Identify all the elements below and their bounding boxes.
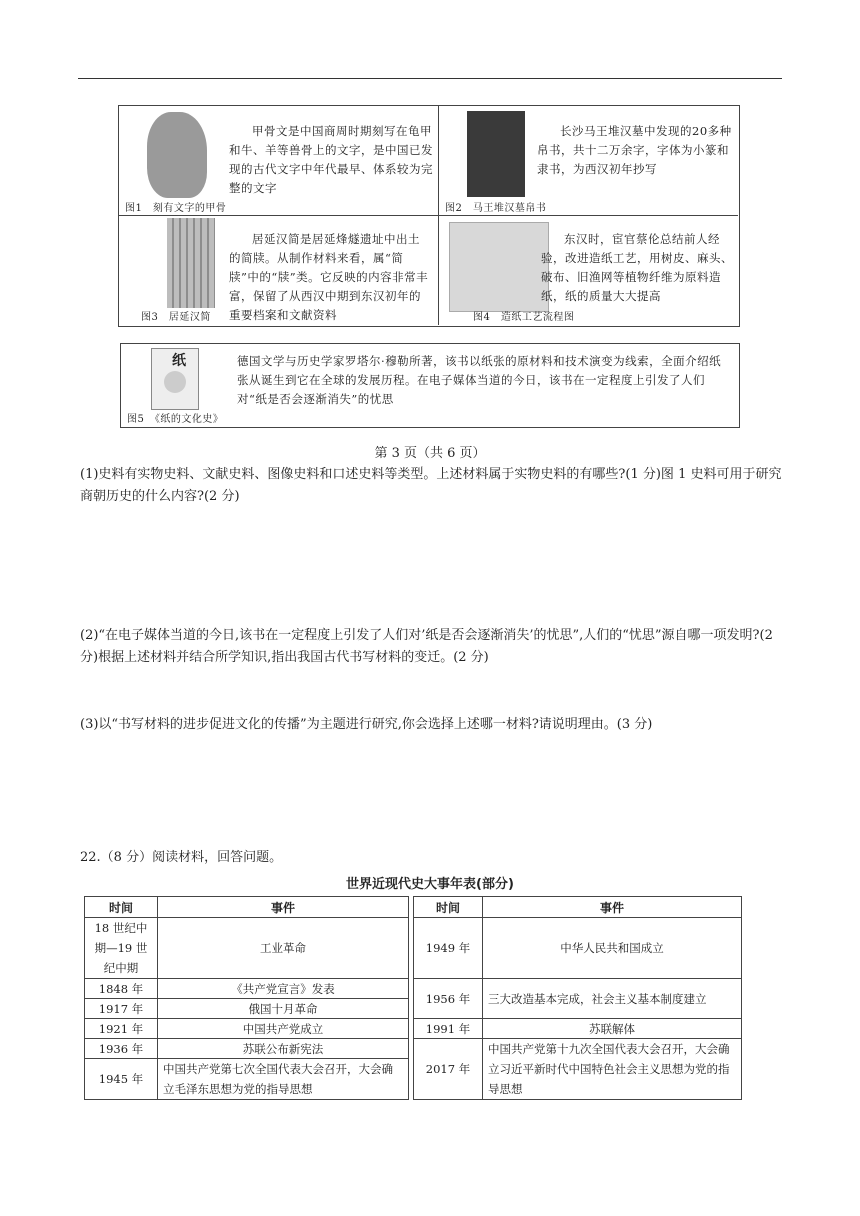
material-cell-3 — [119, 216, 439, 325]
event-cell: 工业革命 — [158, 918, 409, 979]
material-4-caption: 图4 造纸工艺流程图 — [473, 312, 575, 323]
bamboo-slips-photo-icon — [167, 218, 215, 308]
header-time-left: 时间 — [85, 897, 158, 918]
time-cell: 1945 年 — [85, 1059, 158, 1100]
event-cell: 苏联解体 — [483, 1019, 742, 1039]
header-rule — [78, 78, 782, 79]
material-1-caption: 图1 刻有文字的甲骨 — [125, 203, 227, 214]
time-cell: 2017 年 — [414, 1039, 483, 1100]
time-cell: 1991 年 — [414, 1019, 483, 1039]
time-cell: 1917 年 — [85, 999, 158, 1019]
header-event-left: 事件 — [158, 897, 409, 918]
header-event-right: 事件 — [483, 897, 742, 918]
question-22: 22.（8 分）阅读材料，回答问题。 — [80, 850, 283, 865]
material-1-text: 甲骨文是中国商周时期刻写在龟甲和牛、羊等兽骨上的文字，是中国已发现的古代文字中年代最早、体系较为完整的文字 — [229, 124, 433, 195]
timeline-table — [84, 896, 742, 1100]
material-cell-4 — [439, 216, 738, 325]
question-2: (2)“在电子媒体当道的今日,该书在一定程度上引发了人们对’纸是否会逐渐消失’的忧思”,人们的“忧思”源自哪一项发明?(2 分)根据上述材料并结合所学知识,指出我国古代书写材料的变迁。(2 分) — [80, 628, 773, 665]
table-row — [85, 1019, 742, 1039]
header-time-right: 时间 — [414, 897, 483, 918]
table-row — [85, 1039, 742, 1059]
material-2-caption: 图2 马王堆汉墓帛书 — [445, 203, 547, 214]
book-cover-title: 纸 — [172, 353, 186, 369]
time-cell: 1949 年 — [414, 918, 483, 979]
material-3-text: 居延汉简是居延烽燧遗址中出土的简牍。从制作材料来看，属“简牍”中的“牍”类。它反映的内容非常丰富，保留了从西汉中期到东汉初年的重要档案和文献资料 — [229, 232, 429, 322]
material-2-text: 长沙马王堆汉墓中发现的20多种帛书，共十二万余字，字体为小篆和隶书，为西汉初年抄写 — [537, 124, 732, 176]
event-cell: 中华人民共和国成立 — [483, 918, 742, 979]
silk-manuscript-photo-icon — [467, 111, 525, 197]
time-cell: 1848 年 — [85, 979, 158, 999]
question-3: (3)以“书写材料的进步促进文化的传播”为主题进行研究,你会选择上述哪一材料?请说明理由。(3 分) — [80, 717, 653, 732]
material-3-caption: 图3 居延汉简 — [141, 312, 211, 323]
material-4-text: 东汉时，宦官蔡伦总结前人经验，改进造纸工艺，用树皮、麻头、破布、旧渔网等植物纤维为原料造纸，纸的质量大大提高 — [541, 232, 733, 303]
material-cell-1 — [119, 106, 439, 216]
event-cell: 中国共产党第七次全国代表大会召开，大会确立毛泽东思想为党的指导思想 — [158, 1059, 409, 1100]
table-row — [85, 918, 742, 979]
material-5-caption: 图5 《纸的文化史》 — [127, 414, 224, 425]
event-cell: 中国共产党成立 — [158, 1019, 409, 1039]
table-header-row — [85, 897, 742, 918]
table-title: 世界近现代史大事年表(部分) — [346, 877, 514, 892]
event-cell: 苏联公布新宪法 — [158, 1039, 409, 1059]
page-number: 第 3 页（共 6 页） — [374, 446, 486, 461]
time-cell: 1921 年 — [85, 1019, 158, 1039]
papermaking-illustration-icon — [449, 222, 549, 312]
event-cell: 《共产党宣言》发表 — [158, 979, 409, 999]
time-cell: 18 世纪中期—19 世纪中期 — [85, 918, 158, 979]
event-cell: 三大改造基本完成，社会主义基本制度建立 — [483, 979, 742, 1019]
event-cell: 中国共产党第十九次全国代表大会召开，大会确立习近平新时代中国特色社会主义思想为党的指导思想 — [483, 1039, 742, 1100]
material-5-text: 德国文学与历史学家罗塔尔·穆勒所著，该书以纸张的原材料和技术演变为线索，全面介绍纸张从诞生到它在全球的发展历程。在电子媒体当道的今日，该书在一定程度上引发了人们对“纸是否会逐渐消失”的忧思 — [237, 354, 722, 406]
question-1: (1)史料有实物史料、文献史料、图像史料和口述史料等类型。上述材料属于实物史料的有哪些?(1 分)图 1 史料可用于研究商朝历史的什么内容?(2 分) — [80, 467, 782, 504]
oracle-bone-photo-icon — [147, 112, 207, 198]
time-cell: 1956 年 — [414, 979, 483, 1019]
time-cell: 1936 年 — [85, 1039, 158, 1059]
table-row — [85, 979, 742, 999]
materials-grid — [118, 105, 740, 327]
event-cell: 俄国十月革命 — [158, 999, 409, 1019]
book-cover-icon — [151, 348, 199, 410]
material-cell-5 — [120, 343, 740, 428]
material-cell-2 — [439, 106, 738, 216]
